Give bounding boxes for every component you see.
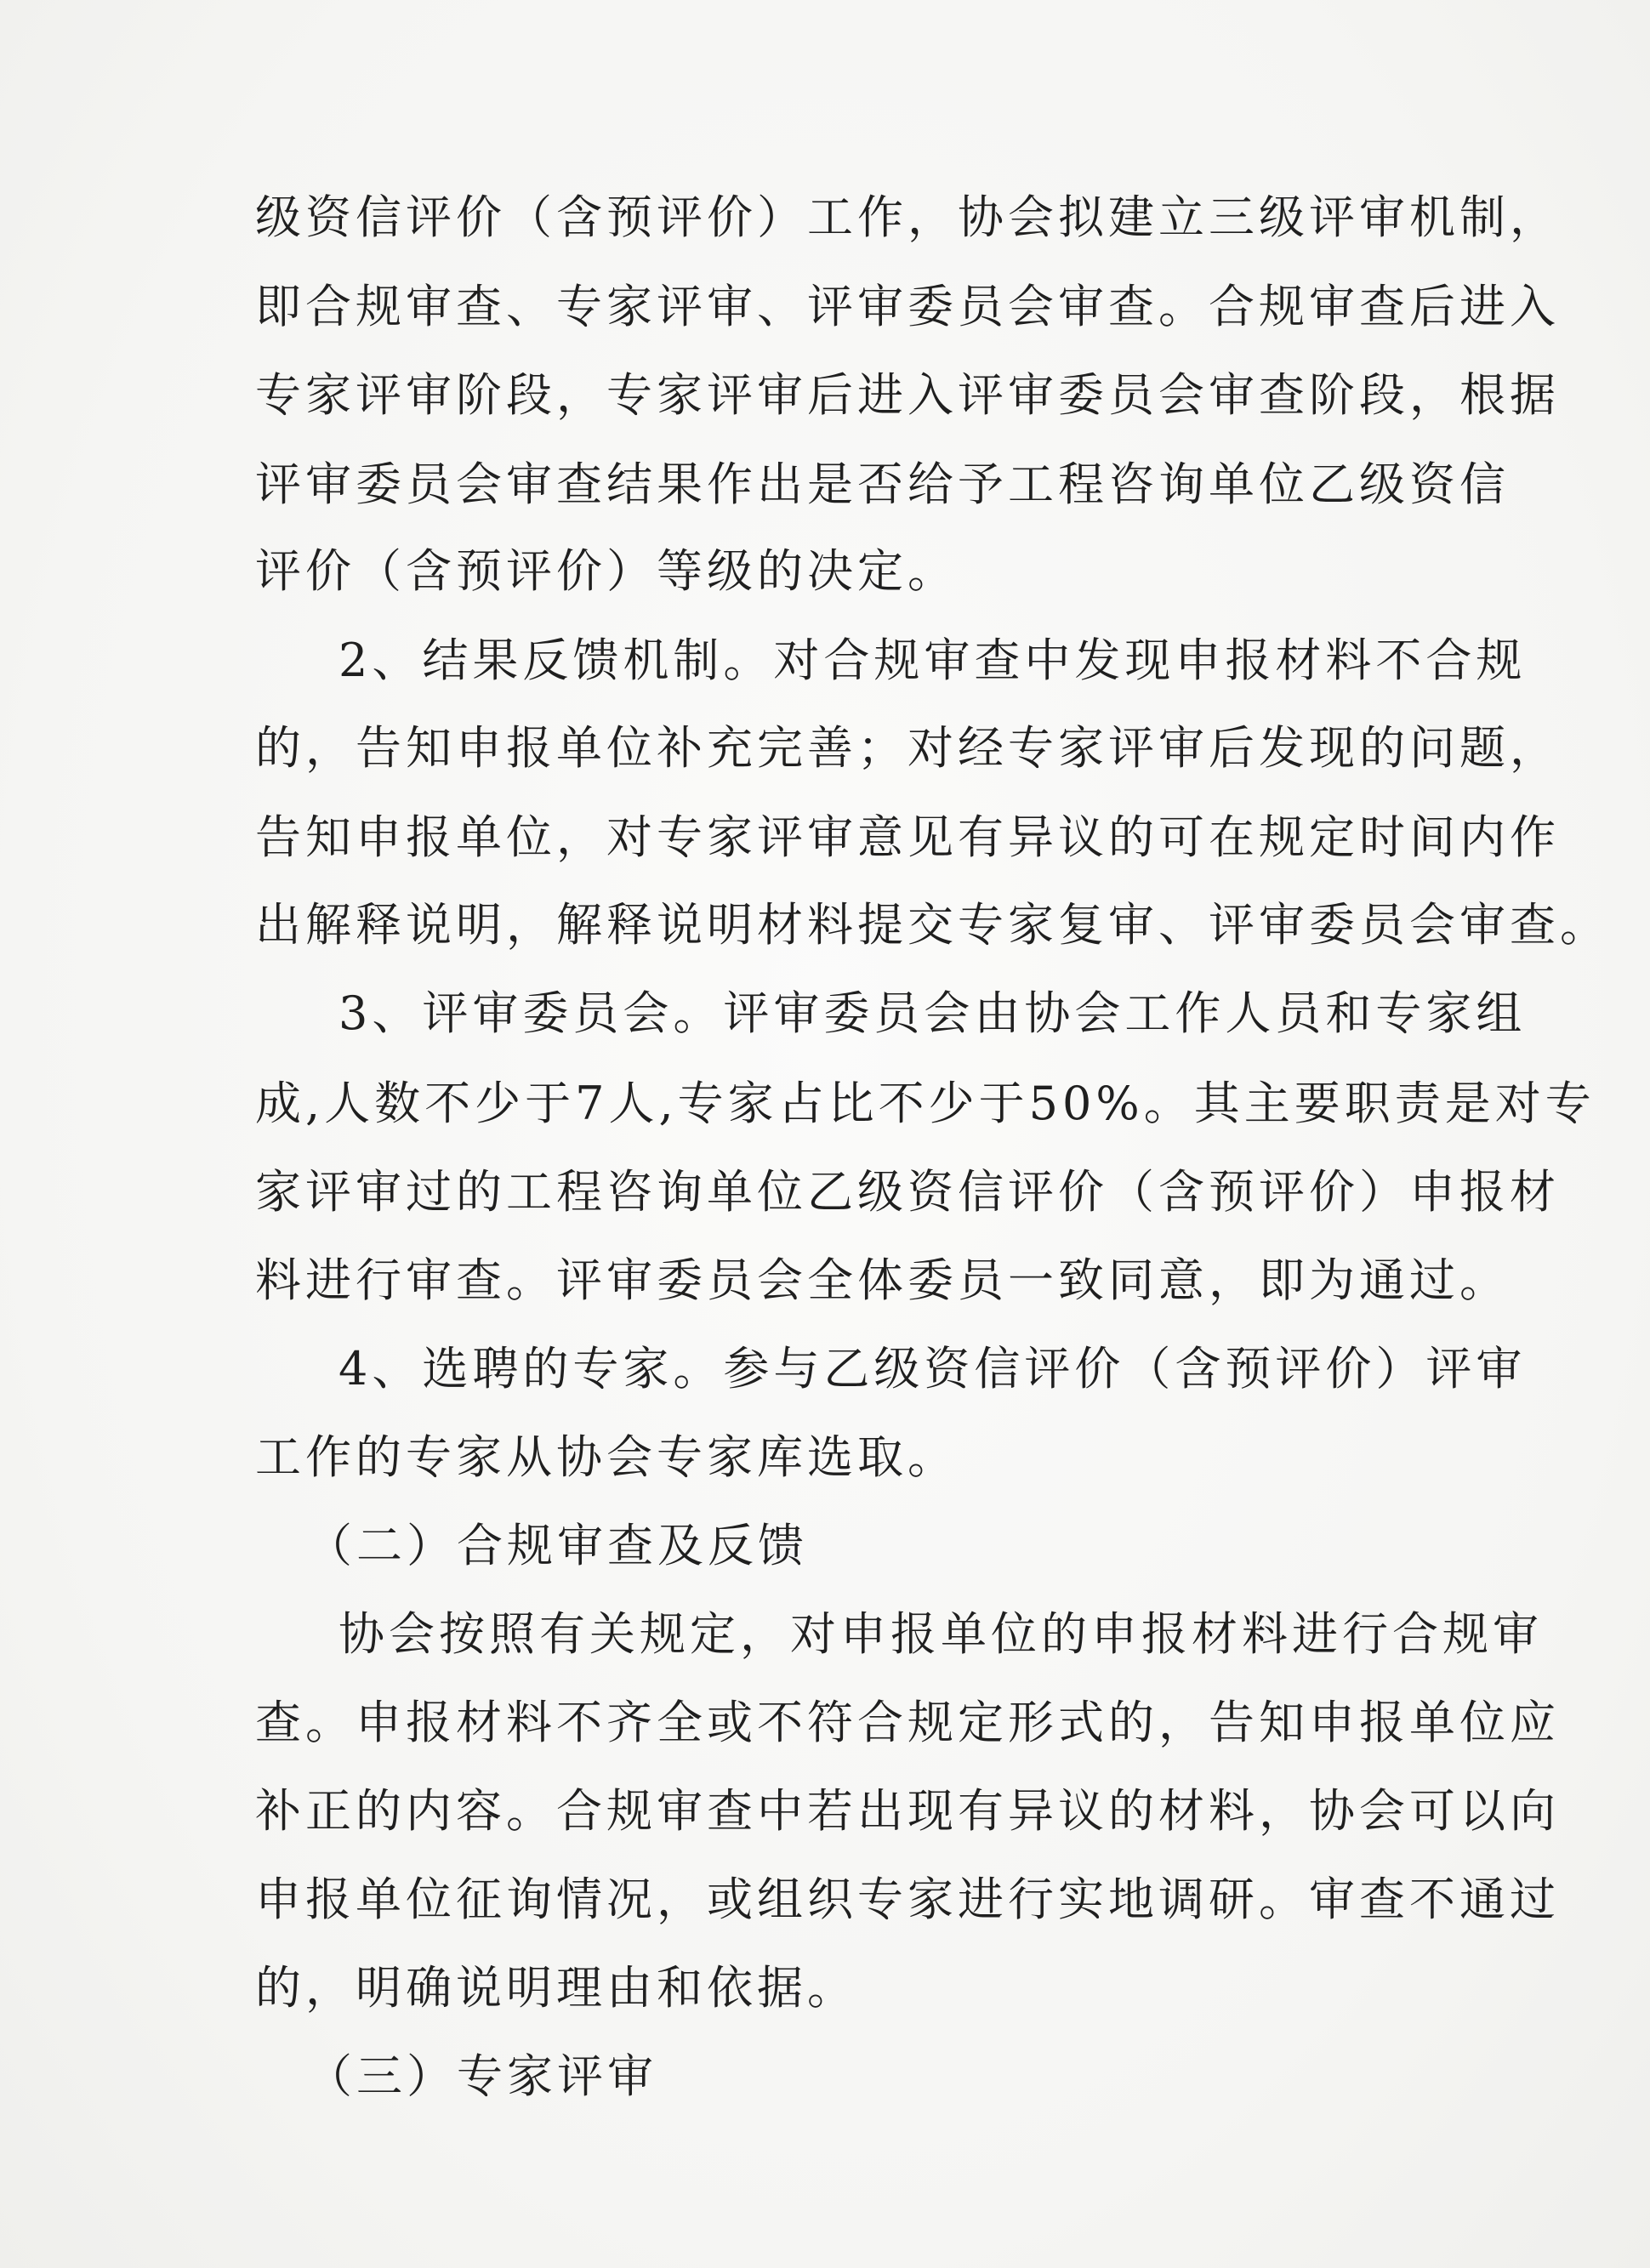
text-line: 评审委员会审查结果作出是否给予工程咨询单位乙级资信 <box>255 458 1510 511</box>
text-line: 的，明确说明理由和依据。 <box>255 1961 857 2015</box>
text-line: 工作的专家从协会专家库选取。 <box>255 1430 958 1484</box>
text-line: 即合规审查、专家评审、评审委员会审查。合规审查后进入 <box>255 280 1560 333</box>
paragraph-first-line: 3、评审委员会。评审委员会由协会工作人员和专家组 <box>339 986 1527 1040</box>
text-line: 成,人数不少于7人,专家占比不少于50%。其主要职责是对专 <box>255 1077 1596 1130</box>
paragraph-first-line: 协会按照有关规定，对申报单位的申报材料进行合规审 <box>339 1607 1543 1661</box>
text-line: 级资信评价（含预评价）工作，协会拟建立三级评审机制， <box>255 190 1560 244</box>
section-heading: （二）合规审查及反馈 <box>306 1519 808 1572</box>
text-line: 补正的内容。合规审查中若出现有异议的材料，协会可以向 <box>255 1784 1560 1838</box>
text-line: 出解释说明，解释说明材料提交专家复审、评审委员会审查。 <box>255 898 1610 952</box>
text-line: 专家评审阶段，专家评审后进入评审委员会审查阶段，根据 <box>255 368 1560 422</box>
text-line: 评价（含预评价）等级的决定。 <box>255 544 958 598</box>
paragraph-first-line: 2、结果反馈机制。对合规审查中发现申报材料不合规 <box>339 634 1527 687</box>
text-line: 申报单位征询情况，或组织专家进行实地调研。审查不通过 <box>255 1873 1560 1926</box>
text-line: 的，告知申报单位补充完善；对经专家评审后发现的问题， <box>255 721 1560 775</box>
paragraph-first-line: 4、选聘的专家。参与乙级资信评价（含预评价）评审 <box>339 1342 1527 1395</box>
text-line: 告知申报单位，对专家评审意见有异议的可在规定时间内作 <box>255 810 1560 864</box>
text-line: 查。申报材料不齐全或不符合规定形式的，告知申报单位应 <box>255 1696 1560 1749</box>
text-line: 料进行审查。评审委员会全体委员一致同意，即为通过。 <box>255 1253 1510 1307</box>
section-heading: （三）专家评审 <box>306 2049 657 2103</box>
text-line: 家评审过的工程咨询单位乙级资信评价（含预评价）申报材 <box>255 1165 1560 1219</box>
